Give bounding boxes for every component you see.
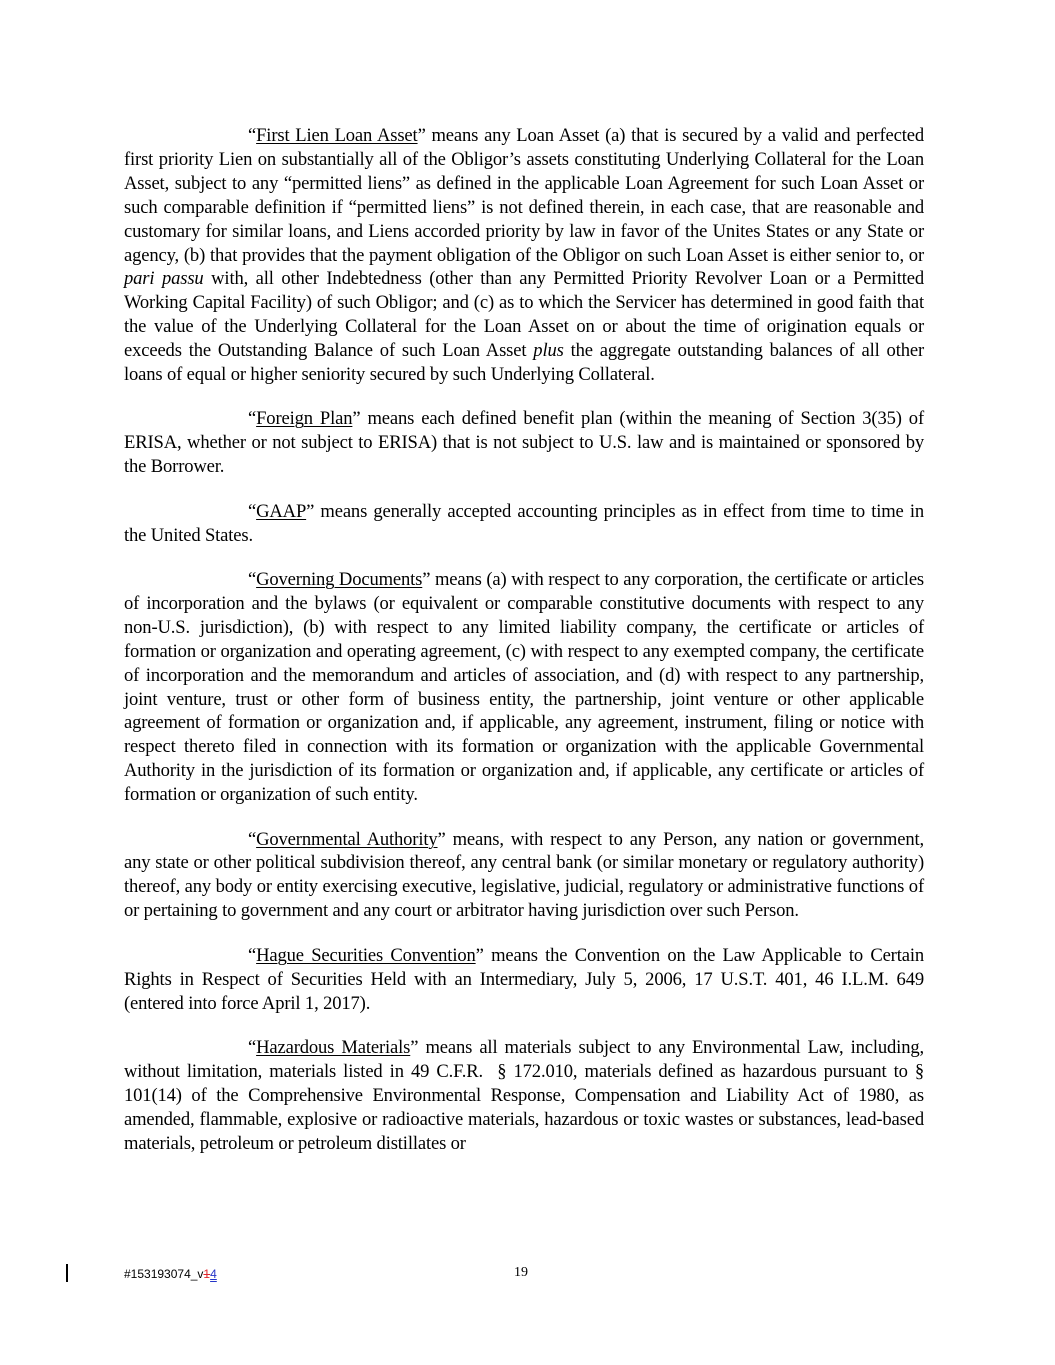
defined-term: Foreign Plan xyxy=(256,408,353,430)
defined-term: Hazardous Materials xyxy=(256,1036,411,1058)
page-number: 19 xyxy=(514,1265,528,1280)
definition-hazardous-materials: “Hazardous Materials” means all materials subject to any Environmental Law, including, without limitation, materials listed in 49 C.F.R. § 172.010, materials defined as hazardous pursuant to § 101(14) of the Comprehensive Environmental Response, Compensation and Liability Act of 1980, as amended, flammable, explosive or radioactive materials, hazardous or toxic wastes or substances, lead-based materials, petroleum or petroleum distillates or xyxy=(124,1036,924,1154)
document-body xyxy=(124,124,924,1176)
document-id: #153193074_v14 xyxy=(124,1267,217,1281)
definition-foreign-plan: “Foreign Plan” means each defined benefit plan (within the meaning of Section 3(35) of ERISA, whether or not subject to ERISA) that is not subject to U.S. law and is maintained or sponsored by the Borrower. xyxy=(124,408,924,478)
inserted-revision-text: 4 xyxy=(210,1267,217,1281)
revision-change-bar xyxy=(66,1264,68,1282)
defined-term: Hague Securities Convention xyxy=(256,944,476,966)
defined-term: First Lien Loan Asset xyxy=(256,125,418,146)
defined-term: GAAP xyxy=(256,500,307,522)
definition-gaap: “GAAP” means generally accepted accounting principles as in effect from time to time in the United States. xyxy=(124,500,924,546)
definition-governing-documents: “Governing Documents” means (a) with respect to any corporation, the certificate or articles of incorporation and the bylaws (or equivalent or comparable constitutive documents with respect to any non-U.S. jurisdiction), (b) with respect to any limited liability company, the certificate or articles of formation or organization and operating agreement, (c) with respect to any exempted company, the certificate of incorporation and the memorandum and articles of association, and (d) with respect to any partnership, joint venture, trust or other form of business entity, the partnership, joint venture or other applicable agreement of formation or organization and, if applicable, any agreement, instrument, filing or notice with respect thereto filed in connection with its formation or organization with the applicable Governmental Authority in the jurisdiction of its formation or organization and, if applicable, any certificate or articles of formation or organization of such entity. xyxy=(124,569,925,806)
deleted-revision-text: 1 xyxy=(203,1267,211,1281)
definition-governmental-authority: “Governmental Authority” means, with respect to any Person, any nation or government, any state or other political subdivision thereof, any central bank (or similar monetary or regulatory authority) thereof, any body or entity exercising executive, legislative, judicial, regulatory or administrative functions of or pertaining to government and any court or arbitrator having jurisdiction over such Person. xyxy=(124,828,924,922)
definition-hague-securities-convention: “Hague Securities Convention” means the Convention on the Law Applicable to Certain Rights in Respect of Securities Held with an Intermediary, July 5, 2006, 17 U.S.T. 401, 46 I.L.M. 649 (entered into force April 1, 2017). xyxy=(124,944,924,1014)
definition-first-lien-loan-asset: “First Lien Loan Asset” means any Loan Asset (a) that is secured by a valid and perfected first priority Lien on substantially all of the Obligor’s assets constituting Underlying Collateral for the Loan Asset, subject to any “permitted liens” as defined in the applicable Loan Agreement for such Loan Asset or such comparable definition if “permitted liens” is not defined therein, in each case, that are reasonable and customary for similar loans, and Liens accorded priority by law in favor of the Unites States or any State or agency, (b) that provides that the payment obligation of the Obligor on such Loan Asset is either senior to, or pari passu with, all other Indebtedness (other than any Permitted Priority Revolver Loan or a Permitted Working Capital Facility) of such Obligor; and (c) as to which the Servicer has determined in good faith that the value of the Underlying Collateral for the Loan Asset on or about the time of origination equals or exceeds the Outstanding Balance of such Loan Asset plus the aggregate outstanding balances of all other loans of equal or higher seniority secured by such Underlying Collateral. xyxy=(124,125,925,386)
defined-term: Governmental Authority xyxy=(256,828,438,850)
defined-term: Governing Documents xyxy=(256,569,423,590)
